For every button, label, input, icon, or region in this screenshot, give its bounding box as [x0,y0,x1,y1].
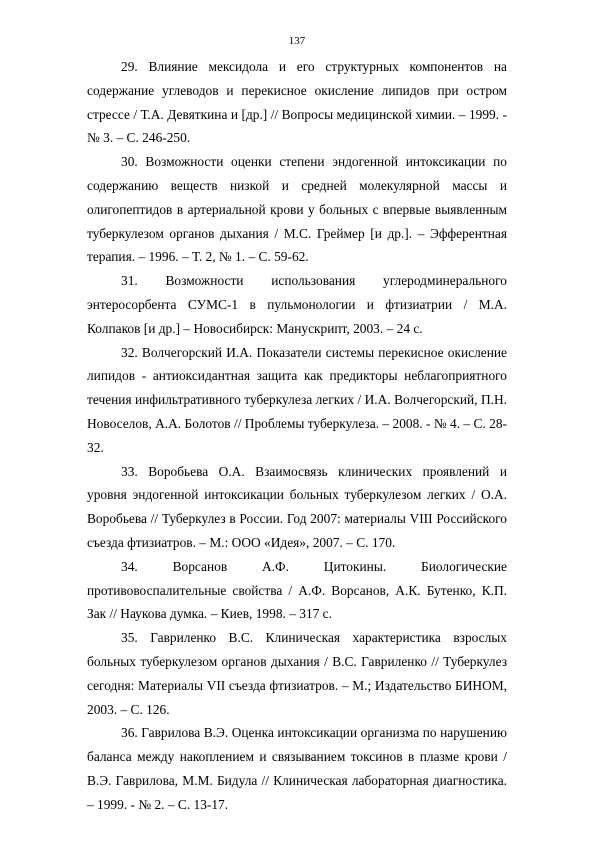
reference-item-31: 31. Возможности использования углеродминерального энтеросорбента СУМС-1 в пульмонологии и фтизиатрии / М.А. Колпаков [и др.] – Новосибирск: Манускрипт, 2003. – 24 с. [87,273,507,336]
reference-list [87,55,507,817]
reference-item-34: 34. Ворсанов А.Ф. Цитокины. Биологические противовоспалительные свойства / А.Ф. Ворсанов, А.К. Бутенко, К.П. Зак // Наукова думка. – Киев, 1998. – 317 с. [87,558,507,622]
page-number: 137 [288,35,306,47]
reference-item-30: 30. Возможности оценки степени эндогенной интоксикации по содержанию веществ низкой и средней молекулярной массы и олигопептидов в артериальной крови у больных с впервые выявленным туберкулезом органов дыхания / М.С. Греймер [и др.]. – Эфферентная терапия. – 1996. – Т. 2, № 1. – С. 59-62. [87,154,507,265]
reference-item-29: 29. Влияние мексидола и его структурных компонентов на содержание углеводов и перекисное окисление липидов при остром стрессе / Т.А. Девяткина и [др.] // Вопросы медицинской химии. – 1999. - № 3. – С. 246-250. [87,59,507,146]
reference-item-35: 35. Гавриленко В.С. Клиническая характеристика взрослых больных туберкулезом органов дыхания / В.С. Гавриленко // Туберкулез сегодня: Материалы VII съезда фтизиатров. – М.; Издательство БИНОМ, 2003. – С. 126. [87,630,507,717]
reference-item-32: 32. Волчегорский И.А. Показатели системы перекисное окисление липидов - антиоксидантная защита как предикторы неблагоприятного течения инфильтративного туберкулеза легких / И.А. Волчегорский, П.Н. Новоселов, А.А. Болотов // Проблемы туберкулеза. – 2008. - № 4. – С. 28-32. [87,344,507,455]
reference-item-36: 36. Гаврилова В.Э. Оценка интоксикации организма по нарушению баланса между накоплением и связыванием токсинов в плазме крови / В.Э. Гаврилова, М.М. Бидула // Клиническая лабораторная диагностика. – 1999. - № 2. – С. 13-17. [87,725,507,812]
reference-item-33: 33. Воробьева О.А. Взаимосвязь клинических проявлений и уровня эндогенной интоксикации больных туберкулезом легких / О.А. Воробьева // Туберкулез в России. Год 2007: материалы VIII Российского съезда фтизиатров. – М.: ООО «Идея», 2007. – С. 170. [87,463,507,550]
